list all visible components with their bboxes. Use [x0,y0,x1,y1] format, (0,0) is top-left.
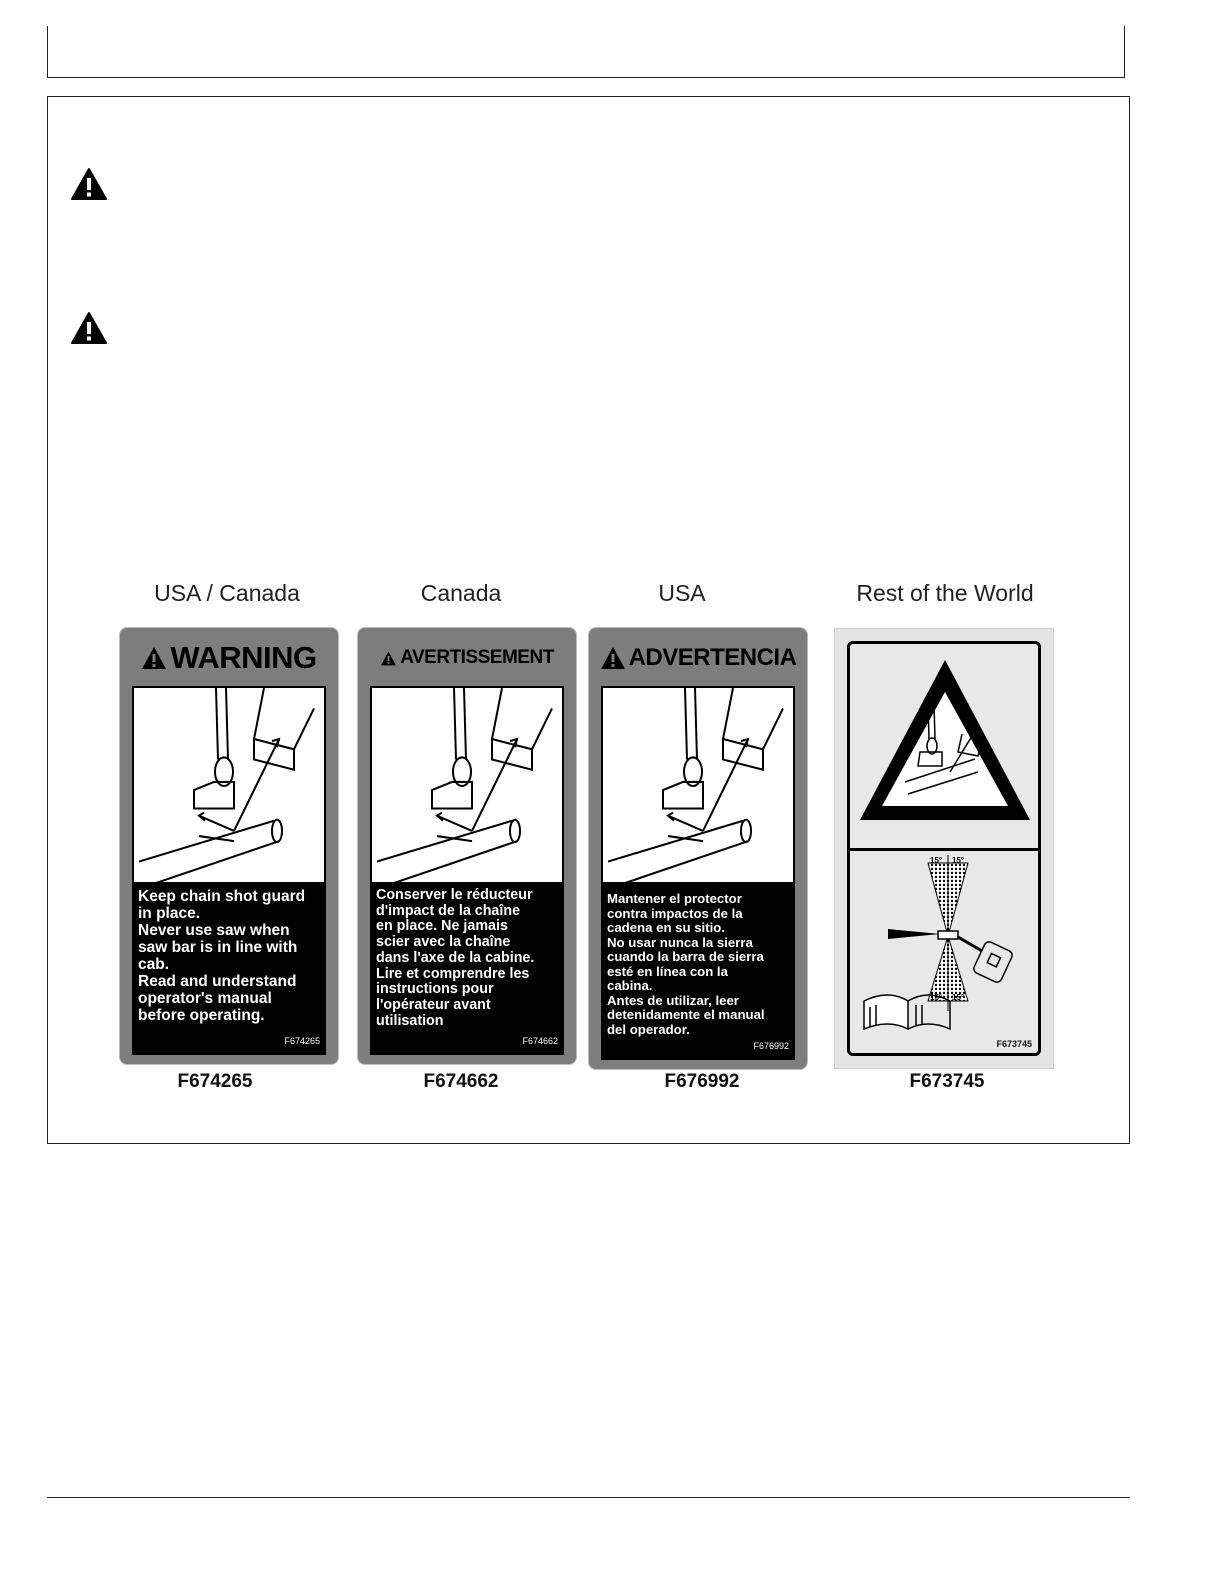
angle-label: 15° [930,856,943,865]
region-label-canada: Canada [420,580,502,606]
decal-code: F674662 [522,1036,558,1047]
decal-id-label: F674662 [423,1071,499,1092]
saw-hazard-illustration [132,686,326,884]
decal-advertencia [589,628,807,1069]
decal-warning [120,628,338,1064]
decal-instructions: Conserver le réducteur d'impact de la chaîne en place. Ne jamais scier avec la chaîne dans l'axe de la cabine. Lire et comprendre les instructions pour l'opérateur avant utilisation F674662 [370,882,564,1055]
decal-avertissement [358,628,576,1064]
decal-header: WARNING [130,634,328,682]
angle-label: 15° [952,856,965,865]
warning-triangle-icon [600,646,626,670]
warning-triangle-icon [70,167,108,201]
header-frame [47,26,1125,78]
decal-pictogram [834,628,1054,1069]
angle-label: 15° [930,993,943,1002]
decal-id-label: F674265 [177,1071,253,1092]
decal-code: F673745 [996,1039,1032,1049]
region-label-usa-canada: USA / Canada [154,580,300,606]
decal-header: ADVERTENCIA [599,634,797,682]
decal-id-label: F673745 [909,1071,985,1092]
saw-hazard-illustration [601,686,795,884]
hazard-triangle-pictogram [850,644,1040,848]
warning-triangle-icon [380,651,397,666]
decal-instructions: Mantener el protector contra impactos de la cadena en su sitio. No usar nunca la sierra cuando la barra de sierra esté en línea con la cabina. Antes de utilizar, leer detenidamente el manual del operador. F676992 [601,882,795,1060]
decal-instructions: Keep chain shot guard in place. Never use saw when saw bar is in line with cab. Read and understand operator's manual before operating. F674265 [132,882,326,1055]
saw-hazard-illustration [370,686,564,884]
angle-label: 15° [952,993,965,1002]
region-label-usa: USA [658,580,706,606]
footer-rule [47,1497,1130,1498]
warning-triangle-icon [70,311,108,345]
decal-code: F674265 [284,1036,320,1047]
decal-header: AVERTISSEMENT [368,634,566,682]
decal-code: F676992 [753,1041,789,1052]
decal-id-label: F676992 [664,1071,740,1092]
warning-triangle-icon [141,646,167,670]
region-label-rest-of-world: Rest of the World [856,580,1034,606]
swing-zone-pictogram [850,851,1040,1051]
